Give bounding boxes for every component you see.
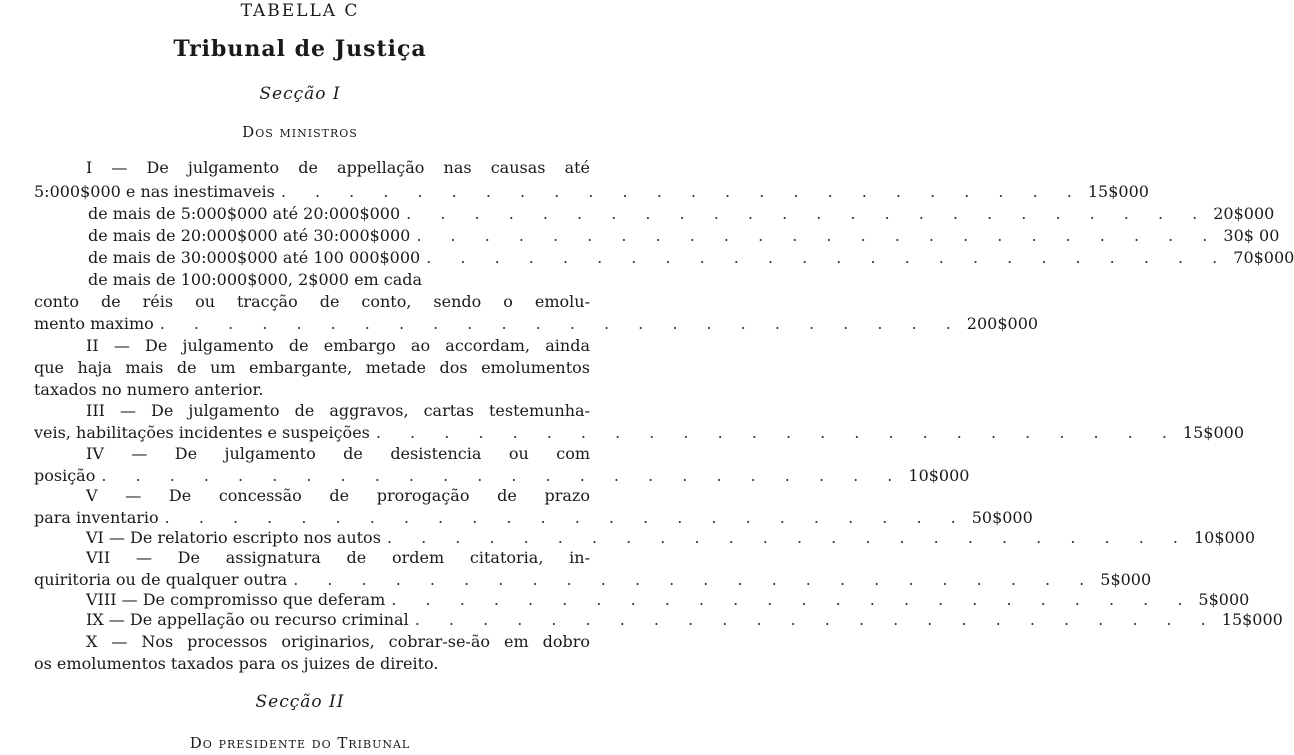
fee-amount: 70$000 [1233, 248, 1294, 267]
fee-line [88, 204, 1275, 224]
dot-leader: . . . . . . . . . . . . . . . . . . . . . . . . [159, 314, 963, 333]
fee-line: X — Nos processos originarios, cobrar-se-ão em dobro [86, 632, 590, 651]
fee-line-text: IX — De appellação ou recurso criminal [86, 610, 409, 629]
fee-amount: 200$000 [966, 314, 1039, 333]
fee-line: VII — De assignatura de ordem citatoria, in- [86, 548, 590, 567]
fee-line: de mais de 100:000$000, 2$000 em cada [88, 270, 423, 289]
fee-line [34, 423, 1244, 443]
fee-amount: 15$000 [1182, 423, 1244, 442]
fee-line [34, 466, 970, 486]
fee-line-text: mento maximo [34, 314, 154, 333]
dot-leader: . . . . . . . . . . . . . . . . . . . . . . . . [414, 610, 1218, 629]
fee-line [34, 508, 1033, 528]
fee-line-text: quiritoria ou de qualquer outra [34, 570, 288, 589]
fee-line-text: para inventario [34, 508, 159, 527]
fee-line: II — De julgamento de embargo ao accordam, ainda [86, 336, 590, 355]
dot-leader: . . . . . . . . . . . . . . . . . . . . . . . . [386, 528, 1190, 547]
fee-line [86, 590, 1250, 610]
fee-line: conto de réis ou tracção de conto, sendo o emolu- [34, 292, 590, 311]
fee-line [86, 528, 1256, 548]
fee-amount: 20$000 [1213, 204, 1275, 223]
court-title: Tribunal de Justiça [173, 36, 427, 62]
dot-leader: . . . . . . . . . . . . . . . . . . . . . . . . [280, 182, 1084, 201]
dot-leader: . . . . . . . . . . . . . . . . . . . . . . . . [416, 226, 1220, 245]
fee-line [34, 570, 1152, 590]
fee-line-text: VIII — De compromisso que deferam [86, 590, 386, 609]
fee-line: os emolumentos taxados para os juizes de direito. [34, 654, 439, 673]
fee-amount: 5$000 [1198, 590, 1250, 609]
fee-amount: 15$000 [1087, 182, 1149, 201]
fee-amount: 10$000 [1193, 528, 1256, 547]
dot-leader: . . . . . . . . . . . . . . . . . . . . . . . . [391, 590, 1195, 609]
dot-leader: . . . . . . . . . . . . . . . . . . . . . . . . [406, 204, 1210, 223]
fee-amount: 5$000 [1100, 570, 1152, 589]
section-2-title: Secção II [255, 692, 345, 712]
dot-leader: . . . . . . . . . . . . . . . . . . . . . . . . [375, 423, 1179, 442]
fee-line [34, 182, 1149, 202]
fee-line [88, 248, 1294, 268]
fee-line-text: 5:000$000 e nas inestimaveis [34, 182, 275, 201]
fee-line: IV — De julgamento de desistencia ou com [86, 444, 590, 463]
fee-line-text: de mais de 20:000$000 até 30:000$000 [88, 226, 411, 245]
fee-line: que haja mais de um embargante, metade dos emolumentos [34, 358, 590, 377]
fee-line: III — De julgamento de aggravos, cartas testemunha- [86, 401, 590, 420]
fee-line: I — De julgamento de appellação nas causas até [86, 158, 590, 177]
fee-line-text: VI — De relatorio escripto nos autos [86, 528, 381, 547]
fee-amount: 30$ 00 [1223, 226, 1280, 245]
fee-amount: 15$000 [1221, 610, 1283, 629]
section-1-title: Secção I [259, 84, 341, 104]
fee-line [34, 314, 1039, 334]
fee-line-text: veis, habilitações incidentes e suspeições [34, 423, 370, 442]
dot-leader: . . . . . . . . . . . . . . . . . . . . . . . . [164, 508, 968, 527]
fee-amount: 50$000 [971, 508, 1033, 527]
fee-line-text: de mais de 30:000$000 até 100 000$000 [88, 248, 421, 267]
fee-line-text: de mais de 5:000$000 até 20:000$000 [88, 204, 401, 223]
fee-line-text: posição [34, 466, 96, 485]
fee-line [88, 226, 1280, 246]
fee-line: taxados no numero anterior. [34, 380, 264, 399]
section-1-subtitle: Dos ministros [242, 123, 358, 141]
dot-leader: . . . . . . . . . . . . . . . . . . . . . . . . [426, 248, 1230, 267]
fee-line: V — De concessão de prorogação de prazo [86, 486, 590, 505]
fee-line [86, 610, 1283, 630]
dot-leader: . . . . . . . . . . . . . . . . . . . . . . . . [293, 570, 1097, 589]
table-heading: TABELLA C [240, 1, 360, 21]
fee-amount: 10$000 [908, 466, 970, 485]
section-2-subtitle: Do presidente do Tribunal [189, 734, 411, 752]
dot-leader: . . . . . . . . . . . . . . . . . . . . . . . . [101, 466, 905, 485]
